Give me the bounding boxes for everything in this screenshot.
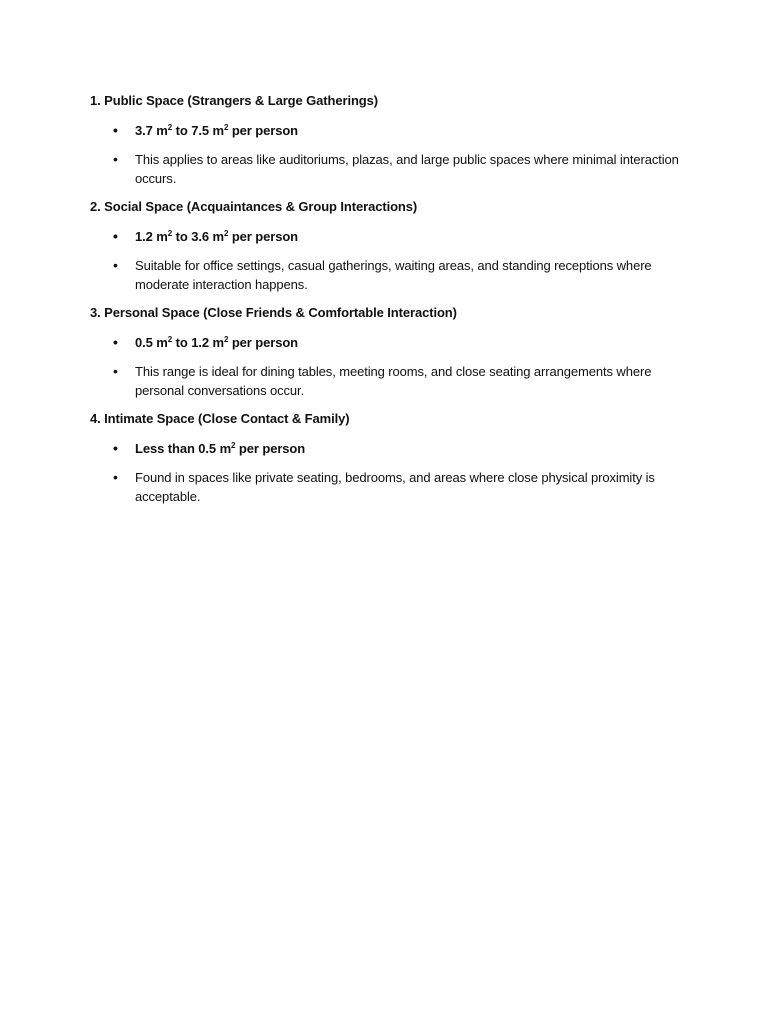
section-heading <box>90 198 690 216</box>
range-mid: to 1.2 m <box>172 335 224 350</box>
range-low: 1.2 m <box>135 229 168 244</box>
section-heading <box>90 304 690 322</box>
section-heading <box>90 92 690 110</box>
squared-superscript: 2 <box>231 441 236 450</box>
section-number: 3. <box>90 305 101 320</box>
section-number: 4. <box>90 411 101 426</box>
description-text: Suitable for office settings, casual gatherings, waiting areas, and standing receptions where moderate interaction happens. <box>135 258 652 292</box>
section-bullet-list <box>90 227 690 294</box>
bullet-icon: • <box>113 334 118 350</box>
section-bullet-list <box>90 333 690 400</box>
document-body <box>90 92 690 516</box>
bullet-icon: • <box>113 440 118 456</box>
range-item <box>90 121 690 140</box>
range-mid: to 7.5 m <box>172 123 224 138</box>
squared-superscript: 2 <box>223 335 229 344</box>
section-heading <box>90 410 690 428</box>
range-tail: per person <box>235 441 306 456</box>
squared-superscript: 2 <box>167 123 173 132</box>
section-number: 1. <box>90 93 101 108</box>
section-number: 2. <box>90 199 101 214</box>
description-item <box>90 362 690 400</box>
description-text: This range is ideal for dining tables, meeting rooms, and close seating arrangements where personal conversations occur. <box>135 364 652 398</box>
range-tail: per person <box>228 335 299 350</box>
range-low: Less than 0.5 m <box>135 441 232 456</box>
squared-superscript: 2 <box>167 335 173 344</box>
bullet-icon: • <box>113 151 118 167</box>
bullet-icon: • <box>113 363 118 379</box>
range-item <box>90 333 690 352</box>
section-personal-space <box>90 304 690 400</box>
section-bullet-list <box>90 121 690 188</box>
section-title: Public Space (Strangers & Large Gatherings) <box>104 93 379 108</box>
section-title: Social Space (Acquaintances & Group Interactions) <box>104 199 418 214</box>
range-low: 3.7 m <box>135 123 168 138</box>
section-title: Personal Space (Close Friends & Comfortable Interaction) <box>104 305 457 320</box>
section-public-space <box>90 92 690 188</box>
description-item <box>90 468 690 506</box>
squared-superscript: 2 <box>167 229 173 238</box>
section-title: Intimate Space (Close Contact & Family) <box>104 411 350 426</box>
range-tail: per person <box>228 123 299 138</box>
section-bullet-list <box>90 439 690 506</box>
section-intimate-space <box>90 410 690 506</box>
range-tail: per person <box>228 229 299 244</box>
description-text: Found in spaces like private seating, bedrooms, and areas where close physical proximity is acceptable. <box>135 470 655 504</box>
description-text: This applies to areas like auditoriums, plazas, and large public spaces where minimal interaction occurs. <box>135 152 679 186</box>
description-item <box>90 150 690 188</box>
squared-superscript: 2 <box>223 123 229 132</box>
range-item <box>90 439 690 458</box>
range-item <box>90 227 690 246</box>
section-social-space <box>90 198 690 294</box>
bullet-icon: • <box>113 228 118 244</box>
range-low: 0.5 m <box>135 335 168 350</box>
bullet-icon: • <box>113 122 118 138</box>
squared-superscript: 2 <box>223 229 229 238</box>
description-item <box>90 256 690 294</box>
bullet-icon: • <box>113 257 118 273</box>
bullet-icon: • <box>113 469 118 485</box>
range-mid: to 3.6 m <box>172 229 224 244</box>
